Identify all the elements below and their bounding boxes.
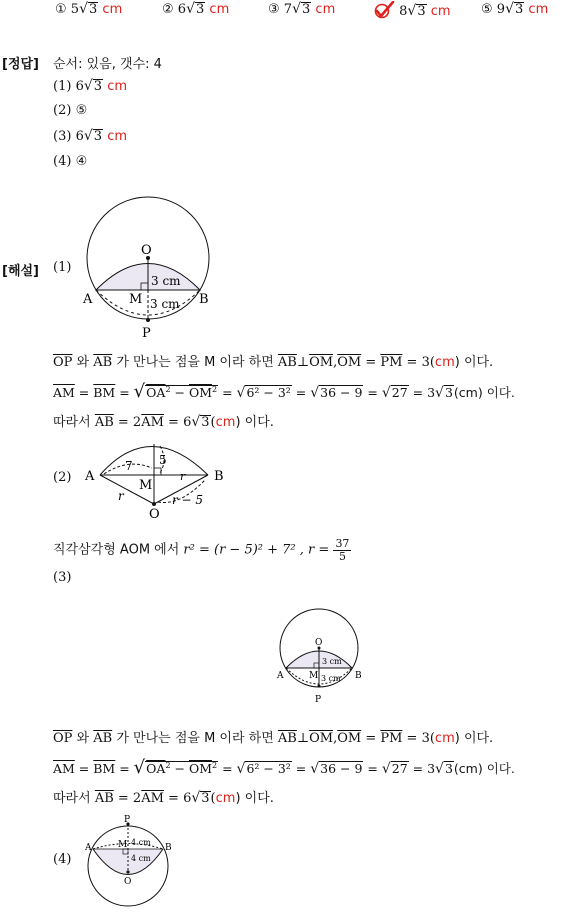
explain-line-6: $\overline{AM} = \overline{BM} = √OA^2 - \overline{OM}^2 = √6^2 - 3^2 = √36 - 9 = √27 = 3√3(cm)$ 이다. [53,757,515,778]
explain-line-7: 따라서 $\overline{AB} = 2\overline{AM} = 6√3(cm)$ 이다. [53,790,274,806]
svg-text:A: A [277,671,284,681]
fig1-label-a: A [83,292,93,307]
checkmark-icon [373,1,395,19]
choice-4[interactable]: 8√3 cm [373,1,451,19]
fig2-label-m: M [139,478,153,493]
fig1-label-b: B [199,292,209,307]
part-3-label: (3) [53,570,72,585]
fig1-len-1: 3 cm [151,274,181,288]
answer-label: [정답] [2,57,39,72]
figure-4 [80,812,180,912]
part-2-label: (2) [53,470,72,485]
svg-text:M: M [309,671,319,681]
figure-1 [78,195,218,340]
fig2-len-r-right: r [180,470,186,483]
fig4-label-m: M [118,840,128,850]
answer-item-1: (1) 6√3 cm [53,78,127,94]
explain-label: [해설] [2,264,39,279]
figure-2 [80,432,232,522]
explain-line-5: $\overline{OP}$ 와 $\overline{AB}$ 가 만나는 점을 M 이라 하면 $\overline{AB}\perp\overline{OM},\overline{OM} = \overline{PM} = 3(cm)$ 이다. [53,731,494,746]
choice-2[interactable]: ② 6√3 cm [162,1,230,17]
svg-text:O: O [315,638,323,648]
fig4-label-b: B [165,843,172,853]
explain-line-1: $\overline{OP}$ 와 $\overline{AB}$ 가 만나는 점을 M 이라 하면 $\overline{AB}\perp\overline{OM},\overline{OM} = \overline{PM} = 3(cm)$ 이다. [53,355,494,370]
fig2-len-r-left: r [118,489,124,503]
explain-line-4: 직각삼각형 AOM 에서 r² = (r − 5)² + 7² , r = $\frac{37}{5}$ [53,537,350,563]
explain-line-3: 따라서 $\overline{AB} = 2\overline{AM} = 6√3(cm)$ 이다. [53,414,274,430]
fig2-len-5: 5 [159,453,167,467]
svg-text:3 cm: 3 cm [322,657,342,666]
fig4-label-o: O [124,877,132,887]
fig4-label-p: P [124,815,131,825]
fig2-label-o: O [149,507,160,522]
svg-text:P: P [315,695,322,705]
part-1-label: (1) [53,260,72,275]
fig4-label-a: A [85,843,92,853]
fig1-label-p: P [142,326,151,340]
choice-1[interactable]: ① 5√3 cm [55,1,123,17]
answer-meta: 순서: 있음, 갯수: 4 [53,57,162,72]
explain-line-2: $\overline{AM} = \overline{BM} = √OA^2 - \overline{OM}^2 = √6^2 - 3^2 = √36 - 9 = √27 = 3√3(cm)$ 이다. [53,381,515,402]
fig2-label-b: B [214,469,224,484]
svg-text:B: B [355,671,362,681]
answer-item-3: (3) 6√3 cm [53,128,127,144]
svg-text:3 cm: 3 cm [321,674,341,683]
figure-3 [273,606,365,706]
fig2-len-r-minus-5: r − 5 [172,493,204,507]
choice-3[interactable]: ③ 7√3 cm [268,1,336,17]
part-4-label: (4) [53,852,72,867]
fig1-label-m: M [129,292,143,307]
fig1-len-2: 3 cm [150,297,180,311]
answer-item-2: (2) ⑤ [53,103,88,118]
choice-5[interactable]: ⑤ 9√3 cm [481,1,549,17]
fig2-label-a: A [85,469,95,484]
fig2-len-7: 7 [125,459,133,473]
fig1-label-o: O [141,243,152,258]
answer-item-4: (4) ④ [53,154,88,169]
fig4-len-1: 4 cm [131,838,151,847]
fig4-len-2: 4 cm [131,854,151,863]
